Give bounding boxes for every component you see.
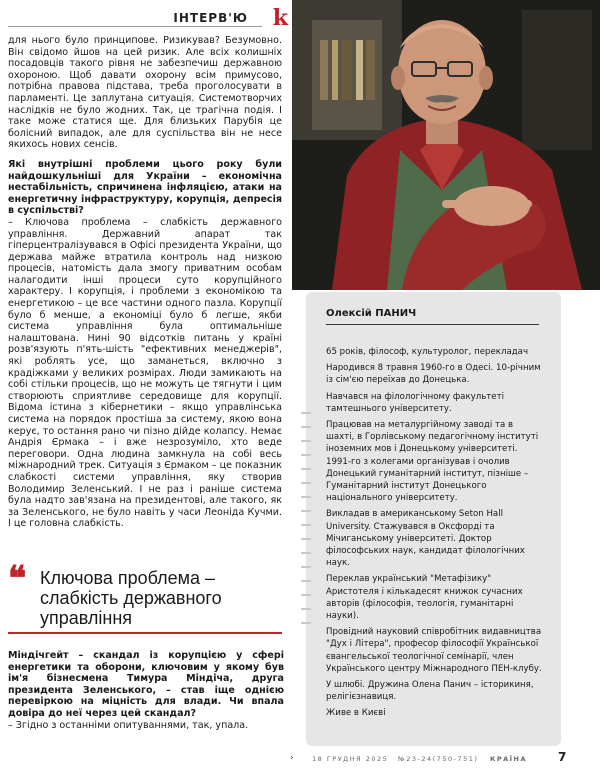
card-tab	[301, 594, 311, 596]
publication-name: КРАЇНА	[490, 755, 527, 763]
bio-line: У шлюбі. Дружина Олена Панич – історикиня, релігієзнавиця.	[326, 680, 534, 703]
bio-line: 65 років, філософ, культуролог, перекладач	[326, 347, 529, 357]
page-footer	[290, 750, 590, 767]
interview-answer-2: – Згідно з останніми опитуваннями, так, упала.	[8, 719, 249, 731]
bio-line: Переклав український "Метафізику" Аристотеля і кількадесят книжок сучасних авторів (філософія, теологія, гуманітарні науки).	[326, 574, 523, 622]
card-tab	[301, 412, 311, 414]
pull-quote-text: Ключова проблема – слабкість державного управління	[40, 568, 222, 628]
portrait-photo	[292, 0, 600, 290]
bio-line: Викладав в американському Seton Hall University. Стажувався в Оксфорді та Мічиганському університеті. Доктор філософських наук, кандидат філологічних наук.	[326, 509, 525, 569]
interview-question-2: Міндічгейт – скандал із корупцією у сфері енергетики та оборони, ключовим у якому був ім'я бізнесмена Тимура Міндіча, друга президента Зеленського, – став іще однією перевіркою на міцність для влади. Чи впала довіра до неї через цей скандал?	[8, 650, 284, 719]
interview-question: Які внутрішні проблеми цього року були найдошкульнішi для України – економічна нестабільність, спричинена інфляцією, атаки на енергетичну інфраструктуру, корупція, депресія в суспільстві?	[8, 158, 282, 217]
article-intro-paragraph: для нього було принципове. Ризикував? Безумовно. Він свідомо йшов на цей ризик. Але всіх колишніх посадовців такого рівня не забезпечиш державною охороною. Щоб давати охорону всім примусово, потрібна правова підстава, треба проголосувати в парламенті. Це заплутана ситуація. Системотворчих наслідків не було жодних. Так, це трагічна подія. І таке може статися ще. Для близьких Парубія це болісний випадок, але для суспільства він не несе якихось нових сенсів.	[8, 35, 282, 151]
card-tab	[301, 468, 311, 470]
article-column	[8, 35, 282, 530]
bio-line: Працював на металургійному заводі та в шахті, в Горлівському педагогічному інституті іноземних мов і Донецькому університеті. 1991-го з колегами організував і очолив Донецький гуманітарний інститут, пізніше – Гуманітарний інститут Донецького національного університету.	[326, 420, 539, 504]
interview-answer: – Ключова проблема – слабкість державного управління. Державний апарат так гіперцентралізувався в Офісі президента України, що держава майже втратила контроль над низкою процесів, натомість дала змогу приватним особам налагодити інші процеси суто корупційного характеру. І корупція, і проблеми з економікою та енергетикою – це все частини одного пазла. Корупції було б менше, а економіці було б легше, якби система управління була оптимальніше налаштована. Нині 90 відсотків питань у країні розв'язують п'ять-шість "ефективних менеджерів", які роблять усе, що заманеться, включно з крадіжками у великих розмірах. Люди замикають на собі стільки процесів, що не можуть це тягнути і цим створюють сприятливе середовище для корупції. Відома істина з кібернетики – якщо управлінська система на порядок простіша за систему, якою вона керує, то остання рано чи пізно дійде колапсу. Немає Андрія Єрмака – і вже незрозуміло, хто веде переговори. Одна людина замкнула на собі весь міжнародний трек. Ситуація з Єрмаком – це показник слабкості системи управління, яку створив Володимир Зеленський. І не раз і раніше система була надто зав'язана на президентові, але такого, як за Зеленського, не було навіть у часи Леоніда Кучми. І це головна слабкість.	[8, 216, 282, 530]
bio-card-rule	[326, 324, 539, 325]
card-tab	[301, 496, 311, 498]
card-tab	[301, 608, 311, 610]
issue-date: 18 ГРУДНЯ 2025	[312, 755, 389, 763]
card-tab	[301, 622, 311, 624]
header-rule	[8, 26, 262, 27]
issue-number: №23-24(750-751)	[398, 755, 479, 763]
card-tab	[301, 552, 311, 554]
page-number: 7	[558, 750, 567, 764]
bio-line: Живе в Києві	[326, 708, 386, 719]
article-continuation	[8, 650, 284, 731]
portrait-illustration	[292, 0, 600, 290]
pull-quote-rule	[8, 632, 282, 634]
pull-quote	[8, 559, 282, 638]
bio-card-name: Олексій ПАНИЧ	[326, 308, 417, 319]
section-label: ІНТЕРВ'Ю	[173, 11, 248, 25]
bio-line: Провідний науковий співробітник видавництва "Дух і Літера", професор філософії Української євангельської теологічної семінарії, член Українського центру Міжнародного ПЕН-клубу.	[326, 627, 542, 674]
card-tab	[301, 580, 311, 582]
card-tab	[301, 454, 311, 456]
card-tab	[301, 524, 311, 526]
quote-mark-icon: ❝	[8, 559, 27, 599]
card-tab	[301, 482, 311, 484]
magazine-logo: k	[272, 5, 288, 31]
bio-line: Народився 8 травня 1960-го в Одесі. 10-річним із сім'єю переїхав до Донецька.	[326, 363, 541, 386]
card-tab	[301, 440, 311, 442]
next-page-arrow-icon: ›	[290, 753, 294, 763]
card-tab	[301, 510, 311, 512]
card-tab	[301, 538, 311, 540]
bio-line: Навчався на філологічному факультеті тамтешнього університету.	[326, 391, 504, 414]
bio-card-text	[326, 346, 544, 724]
bio-card	[306, 292, 561, 746]
section-header	[8, 5, 288, 32]
card-tab	[301, 566, 311, 568]
card-tab	[301, 426, 311, 428]
